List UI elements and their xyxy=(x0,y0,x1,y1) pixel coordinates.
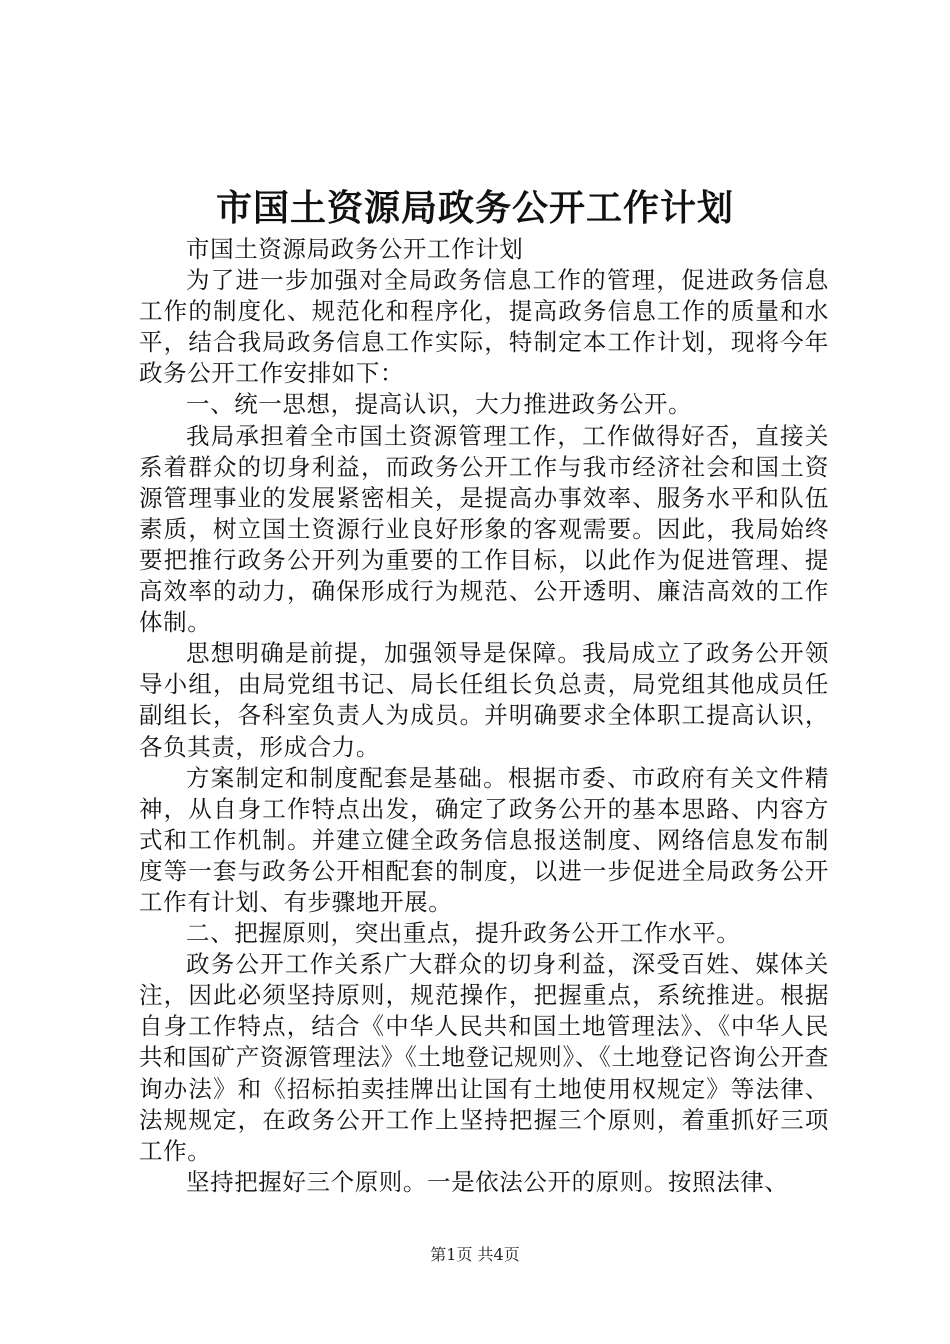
paragraph: 我局承担着全市国土资源管理工作，工作做得好否，直接关系着群众的切身利益，而政务公开工作与我市经济社会和国土资源管理事业的发展紧密相关，是提高办事效率、服务水平和队伍素质，树立国土资源行业良好形象的客观需要。因此，我局始终要把推行政务公开列为重要的工作目标，以此作为促进管理、提高效率的动力，确保形成行为规范、公开透明、廉洁高效的工作体制。 xyxy=(139,421,829,637)
paragraph: 方案制定和制度配套是基础。根据市委、市政府有关文件精神，从自身工作特点出发，确定了政务公开的基本思路、内容方式和工作机制。并建立健全政务信息报送制度、网络信息发布制度等一套与政务公开相配套的制度，以进一步促进全局政务公开工作有计划、有步骤地开展。 xyxy=(139,763,829,916)
paragraph-intro: 为了进一步加强对全局政务信息工作的管理，促进政务信息工作的制度化、规范化和程序化，提高政务信息工作的质量和水平，结合我局政务信息工作实际，特制定本工作计划，现将今年政务公开工作安排如下： xyxy=(139,266,829,388)
document-title: 市国土资源局政务公开工作计划 xyxy=(215,187,734,229)
paragraph-subtitle: 市国土资源局政务公开工作计划 xyxy=(186,235,524,263)
document-body xyxy=(139,234,829,1198)
section-heading-1: 一、统一思想，提高认识，大力推进政务公开。 xyxy=(186,390,693,419)
paragraph: 坚持把握好三个原则。一是依法公开的原则。按照法律、 xyxy=(186,1167,789,1196)
section-heading-2: 二、把握原则，突出重点，提升政务公开工作水平。 xyxy=(186,919,741,948)
paragraph: 政务公开工作关系广大群众的切身利益，深受百姓、媒体关注，因此必须坚持原则，规范操作，把握重点，系统推进。根据自身工作特点，结合《中华人民共和国土地管理法》、《中华人民共和国矿产资源管理法》《土地登记规则》、《土地登记咨询公开查询办法》和《招标拍卖挂牌出让国有土地使用权规定》等法律、法规规定，在政务公开工作上坚持把握三个原则，着重抓好三项工作。 xyxy=(139,950,829,1165)
page-number-footer: 第1页 共4页 xyxy=(430,1245,520,1264)
paragraph: 思想明确是前提，加强领导是保障。我局成立了政务公开领导小组，由局党组书记、局长任组长负总责，局党组其他成员任副组长，各科室负责人为成员。并明确要求全体职工提高认识，各负其责，形成合力。 xyxy=(139,639,829,761)
